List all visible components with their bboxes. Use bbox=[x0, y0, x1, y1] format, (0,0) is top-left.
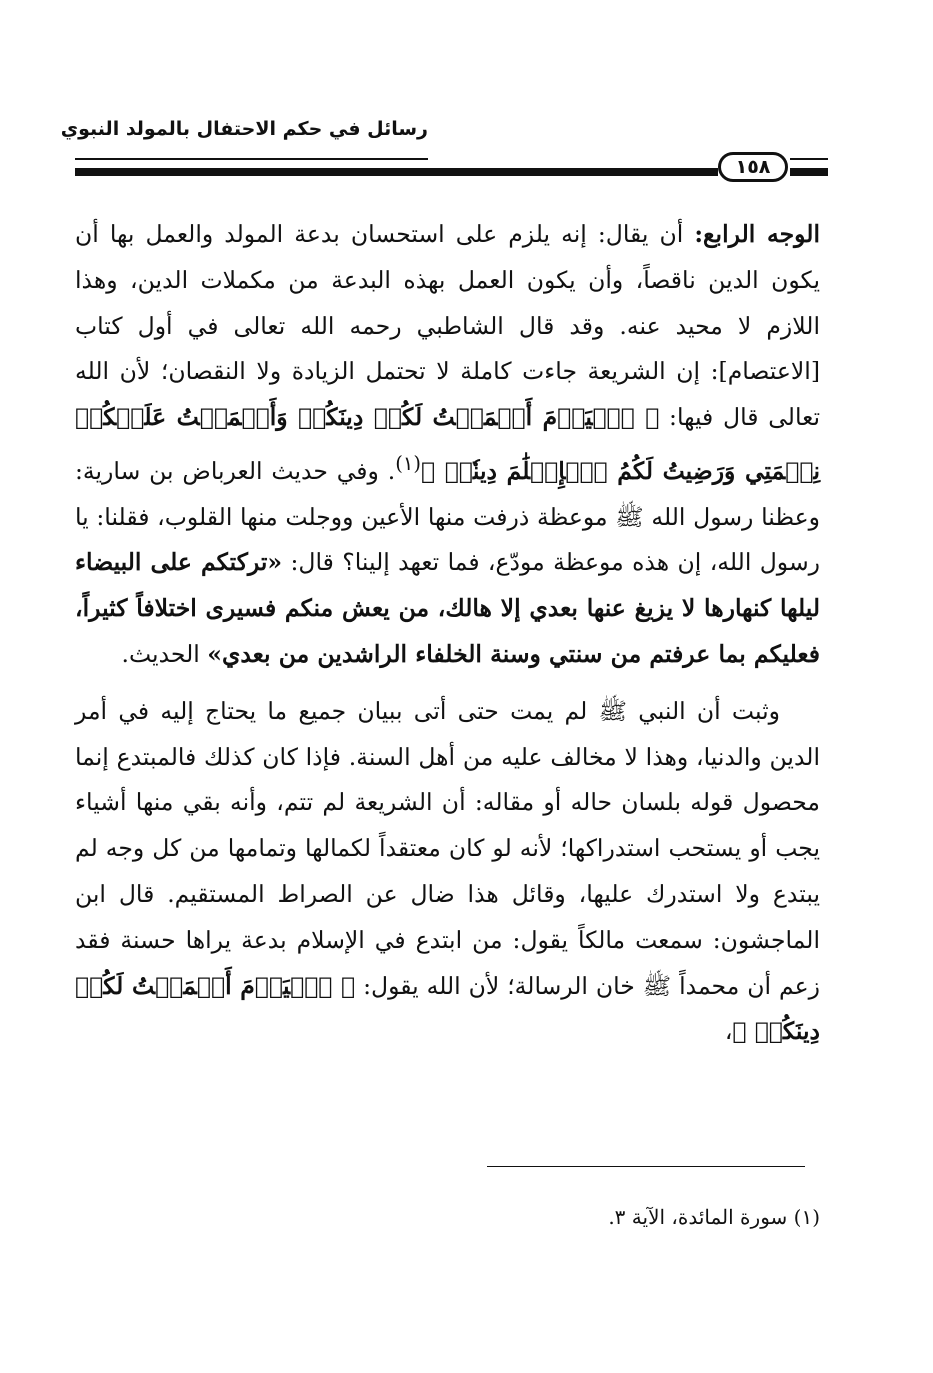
paragraph-1 bbox=[75, 212, 820, 678]
quran-verse-1: ﴿ ٱلۡيَوۡمَ أَكۡمَلۡتُ لَكُمۡ دِينَكُمۡ وَأَتۡمَمۡتُ عَلَيۡكُمۡ نِعۡمَتِي وَرَضِيتُ لَكُمُ ٱلۡإِسۡلَٰمَ دِينٗاۚ ﴾ bbox=[75, 403, 820, 485]
p1-text-c: الحديث. bbox=[121, 640, 208, 668]
paragraph-2 bbox=[75, 689, 820, 1055]
page-number-badge bbox=[718, 152, 788, 182]
header-rule-top bbox=[75, 158, 428, 160]
page-number: ١٥٨ bbox=[735, 156, 771, 178]
p1-text-b: . وفي حديث العرباض بن سارية: وعظنا رسول الله ﷺ موعظة ذرفت منها الأعين ووجلت منها القلوب، فقلنا: يا رسول الله، إن هذه موعظة مودّع، فما تعهد إلينا؟ قال: bbox=[75, 456, 820, 577]
header-rule-bottom bbox=[75, 168, 718, 176]
main-text bbox=[75, 212, 820, 1055]
hadith-quote: «تركتكم على البيضاء ليلها كنهارها لا يزيغ عنها بعدي إلا هالك، من يعش منكم فسيرى اختلافاً كثيراً، فعليكم بما عرفتم من سنتي وسنة الخلفاء الراشدين من بعدي» bbox=[75, 548, 820, 668]
p2-text-b: ، bbox=[724, 1017, 733, 1046]
footnote-ref: (١) bbox=[395, 451, 422, 475]
header-rule-right bbox=[790, 158, 828, 160]
section-lead: الوجه الرابع: bbox=[694, 220, 821, 248]
p1-text-a: أن يقال: إنه يلزم على استحسان بدعة المولد والعمل بها أن يكون الدين ناقصاً، وأن يكون العمل بهذه البدعة من مكملات الدين، وهذا اللازم لا محيد عنه. وقد قال الشاطبي رحمه الله تعالى في أول كتاب [الاعتصام]: إن الشريعة جاءت كاملة لا تحتمل الزيادة ولا النقصان؛ لأن الله تعالى قال فيها: bbox=[75, 220, 820, 432]
quran-verse-2: ﴿ ٱلۡيَوۡمَ أَكۡمَلۡتُ لَكُمۡ دِينَكُمۡ ﴾ bbox=[75, 971, 820, 1046]
p2-text-a: وثبت أن النبي ﷺ لم يمت حتى أتى ببيان جميع ما يحتاج إليه في أمر الدين والدنيا، وهذا لا مخالف عليه من أهل السنة. فإذا كان كذلك فالمبتدع إنما محصول قوله بلسان حاله أو مقاله: أن الشريعة لم تتم، وأنه بقي منها أشياء يجب أو يستحب استدراكها؛ لأنه لو كان معتقداً لكمالها وتمامها من كل وجه لم يبتدع ولا استدرك عليها، وقائل هذا ضال عن الصراط المستقيم. قال ابن الماجشون: سمعت مالكاً يقول: من ابتدع في الإسلام بدعة يراها حسنة فقد زعم أن محمداً ﷺ خان الرسالة؛ لأن الله يقول: bbox=[75, 696, 820, 1000]
footnote-1: (١) سورة المائدة، الآية ٣. bbox=[608, 1205, 820, 1229]
header-rule-right-thick bbox=[790, 168, 828, 176]
running-title: رسائل في حكم الاحتفال بالمولد النبوي bbox=[60, 118, 428, 140]
footnote-separator bbox=[487, 1166, 805, 1167]
